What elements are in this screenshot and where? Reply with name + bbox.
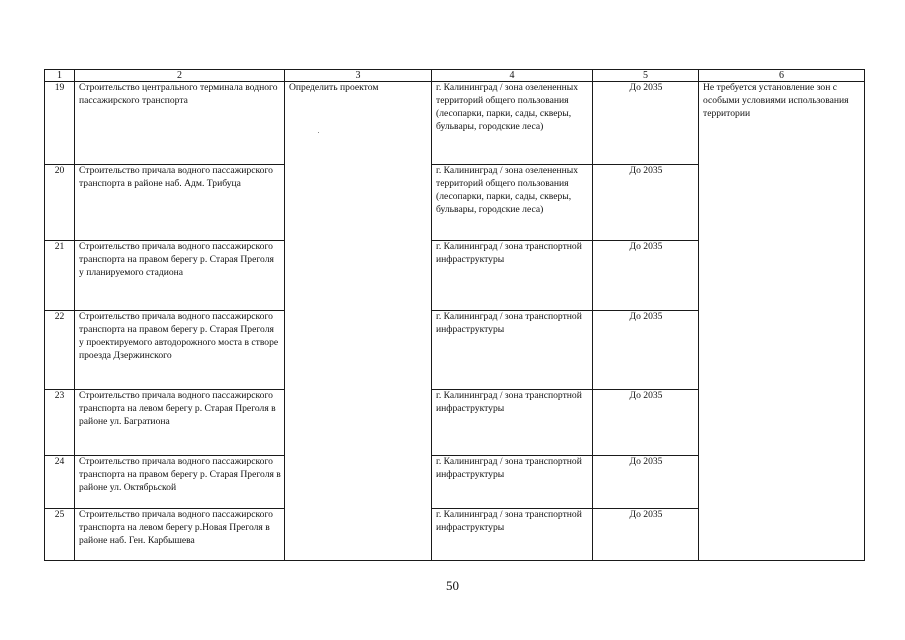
location-cell: г. Калининград / зона транспортной инфраструктуры: [432, 509, 593, 561]
header-col-3: 3: [285, 70, 432, 82]
term-cell: До 2035: [593, 456, 699, 509]
header-col-6: 6: [699, 70, 865, 82]
object-name: Строительство причала водного пассажирского транспорта на правом берегу р. Старая Преголя у планируемого стадиона: [75, 241, 285, 311]
term-cell: До 2035: [593, 165, 699, 241]
location-cell: г. Калининград / зона транспортной инфраструктуры: [432, 241, 593, 311]
location-cell: г. Калининград / зона транспортной инфраструктуры: [432, 456, 593, 509]
row-number: 23: [45, 390, 75, 456]
object-name: Строительство причала водного пассажирского транспорта на правом берегу р. Старая Преголя в районе ул. Октябрьской: [75, 456, 285, 509]
purpose-cell: Определить проектом: [285, 82, 432, 561]
header-col-4: 4: [432, 70, 593, 82]
object-name: Строительство причала водного пассажирского транспорта в районе наб. Адм. Трибуца: [75, 165, 285, 241]
row-number: 24: [45, 456, 75, 509]
term-cell: До 2035: [593, 390, 699, 456]
header-col-1: 1: [45, 70, 75, 82]
zones-note-cell: Не требуется установление зон с особыми условиями использования территории: [699, 82, 865, 561]
term-cell: До 2035: [593, 509, 699, 561]
header-col-2: 2: [75, 70, 285, 82]
location-cell: г. Калининград / зона озелененных территорий общего пользования (лесопарки, парки, сады, скверы, бульвары, городские леса): [432, 82, 593, 165]
scan-speck: [318, 132, 319, 133]
header-col-5: 5: [593, 70, 699, 82]
page-number: 50: [446, 578, 459, 593]
term-cell: До 2035: [593, 311, 699, 390]
row-number: 25: [45, 509, 75, 561]
location-cell: г. Калининград / зона транспортной инфраструктуры: [432, 390, 593, 456]
term-cell: До 2035: [593, 82, 699, 165]
object-name: Строительство причала водного пассажирского транспорта на левом берегу р.Новая Преголя в районе наб. Ген. Карбышева: [75, 509, 285, 561]
row-number: 22: [45, 311, 75, 390]
row-number: 20: [45, 165, 75, 241]
row-number: 21: [45, 241, 75, 311]
header-row: [45, 70, 865, 82]
location-cell: г. Калининград / зона озелененных территорий общего пользования (лесопарки, парки, сады, скверы, бульвары, городские леса): [432, 165, 593, 241]
location-cell: г. Калининград / зона транспортной инфраструктуры: [432, 311, 593, 390]
table-row: [45, 82, 865, 165]
object-name: Строительство причала водного пассажирского транспорта на правом берегу р. Старая Преголя у проектируемого автодорожного моста в створе проезда Дзержинского: [75, 311, 285, 390]
planning-table: [44, 69, 865, 561]
object-name: Строительство центрального терминала водного пассажирского транспорта: [75, 82, 285, 165]
row-number: 19: [45, 82, 75, 165]
term-cell: До 2035: [593, 241, 699, 311]
object-name: Строительство причала водного пассажирского транспорта на левом берегу р. Старая Преголя в районе ул. Багратиона: [75, 390, 285, 456]
